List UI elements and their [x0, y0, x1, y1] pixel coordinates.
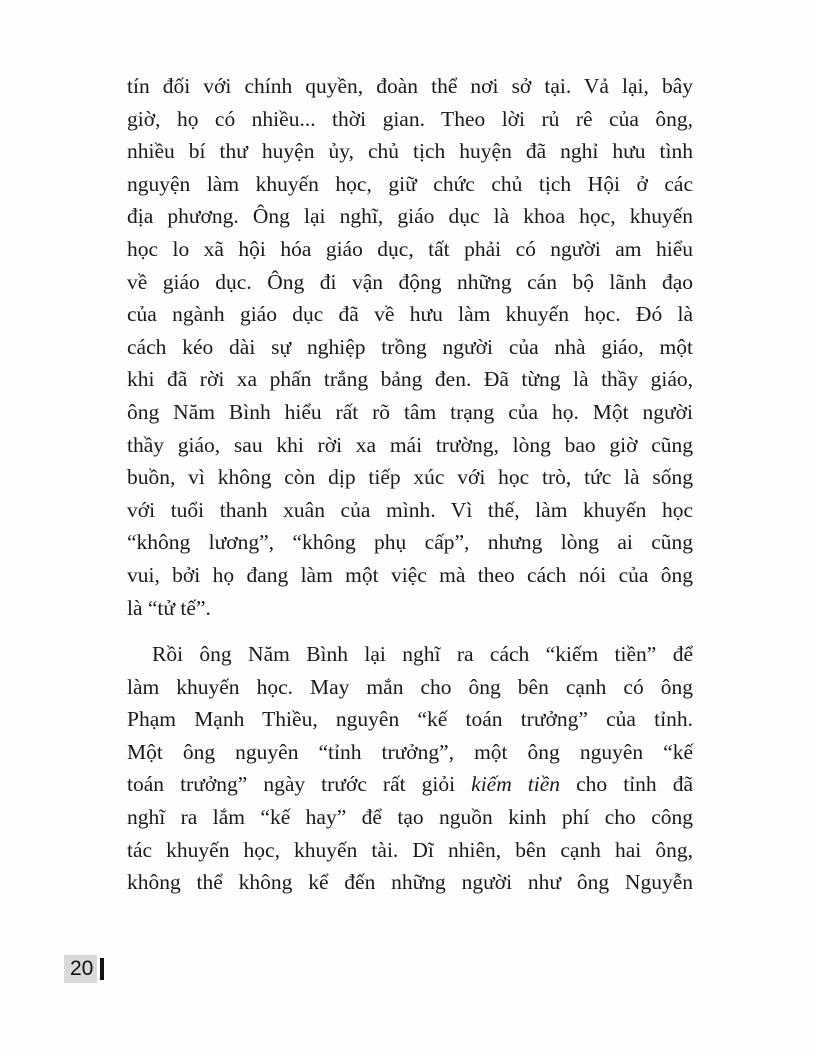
- text-line: Một ông nguyên “tỉnh trưởng”, một ông nguyên “kế: [127, 739, 693, 764]
- text-line: với tuổi thanh xuân của mình. Vì thế, làm khuyến học: [127, 497, 693, 522]
- text-line: cách kéo dài sự nghiệp trồng người của nhà giáo, một: [127, 334, 693, 359]
- paragraph-gap: [127, 624, 693, 638]
- text-line: vui, bởi họ đang làm một việc mà theo cách nói của ông: [127, 562, 693, 587]
- body-text: [127, 70, 693, 899]
- text-line: Phạm Mạnh Thiều, nguyên “kế toán trưởng” của tỉnh.: [127, 707, 693, 732]
- text-line: về giáo dục. Ông đi vận động những cán bộ lãnh đạo: [127, 269, 693, 294]
- text-line: buồn, vì không còn dịp tiếp xúc với học trò, tức là sống: [127, 465, 693, 490]
- page-number-tab: [64, 955, 104, 983]
- paragraph: [127, 70, 693, 624]
- text-line: tác khuyến học, khuyến tài. Dĩ nhiên, bên cạnh hai ông,: [127, 837, 693, 862]
- text-segment: toán trưởng” ngày trước rất giỏi: [127, 772, 472, 797]
- text-line: là “tử tế”.: [127, 595, 211, 620]
- text-line: nghĩ ra lắm “kế hay” để tạo nguồn kinh phí cho công: [127, 805, 693, 830]
- text-line: học lo xã hội hóa giáo dục, tất phải có người am hiểu: [127, 236, 693, 261]
- page-number: 20: [64, 955, 97, 983]
- italic-emphasis: kiếm tiền: [471, 772, 561, 797]
- text-line: làm khuyến học. May mắn cho ông bên cạnh có ông: [127, 674, 693, 699]
- text-line: ông Năm Bình hiểu rất rõ tâm trạng của họ. Một người: [127, 399, 693, 424]
- text-line: địa phương. Ông lại nghĩ, giáo dục là khoa học, khuyến: [127, 204, 693, 229]
- text-line: khi đã rời xa phấn trắng bảng đen. Đã từng là thầy giáo,: [127, 367, 693, 392]
- text-line: giờ, họ có nhiều... thời gian. Theo lời rủ rê của ông,: [127, 106, 693, 131]
- paragraph: [127, 638, 693, 899]
- text-line: nhiều bí thư huyện ủy, chủ tịch huyện đã nghỉ hưu tình: [127, 139, 693, 164]
- page-number-bar: [100, 958, 104, 980]
- text-line: không thể không kể đến những người như ông Nguyễn: [127, 870, 693, 895]
- text-line: Rồi ông Năm Bình lại nghĩ ra cách “kiếm tiền” để: [152, 642, 693, 667]
- text-line: nguyện làm khuyến học, giữ chức chủ tịch Hội ở các: [127, 171, 693, 196]
- text-line: thầy giáo, sau khi rời xa mái trường, lòng bao giờ cũng: [127, 432, 693, 457]
- text-line: “không lương”, “không phụ cấp”, nhưng lòng ai cũng: [127, 530, 693, 555]
- text-line: tín đối với chính quyền, đoàn thể nơi sở tại. Vả lại, bây: [127, 74, 693, 98]
- text-segment: cho tỉnh đã: [560, 772, 693, 797]
- text-line-with-emphasis: [127, 768, 693, 801]
- text-line: của ngành giáo dục đã về hưu làm khuyến học. Đó là: [127, 302, 693, 327]
